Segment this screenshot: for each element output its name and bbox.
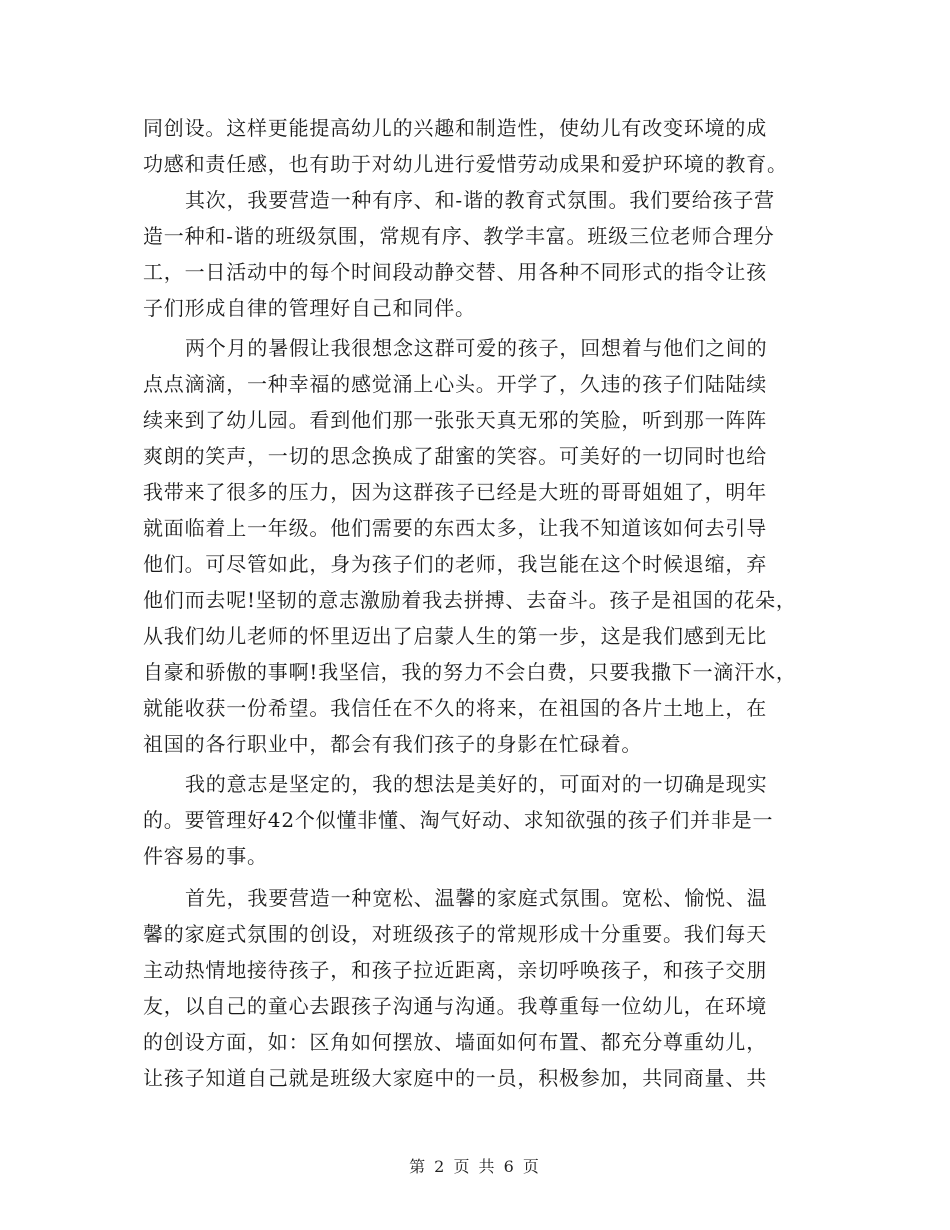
text-line: 就面临着上一年级。他们需要的东西太多，让我不知道该如何去引导 [143, 516, 767, 540]
text-line: 让孩子知道自己就是班级大家庭中的一员，积极参加，共同商量、共 [143, 1066, 767, 1090]
text-line: 件容易的事。 [143, 844, 268, 868]
paragraph-start-line: 其次，我要营造一种有序、和-谐的教育式氛围。我们要给孩子营 [185, 188, 775, 212]
text-line: 点点滴滴，一种幸福的感觉涌上心头。开学了，久违的孩子们陆陆续 [143, 372, 767, 396]
paragraph-start-line: 我的意志是坚定的，我的想法是美好的，可面对的一切确是现实 [185, 772, 768, 796]
page-footer: 第 2 页 共 6 页 [409, 1157, 541, 1176]
paragraph-start-line: 首先，我要营造一种宽松、温馨的家庭式氛围。宽松、愉悦、温 [185, 886, 768, 910]
text-line: 功感和责任感，也有助于对幼儿进行爱惜劳动成果和爱护环境的教育。 [143, 152, 788, 176]
paragraph-start-line: 两个月的暑假让我很想念这群可爱的孩子，回想着与他们之间的 [185, 336, 768, 360]
text-line: 工，一日活动中的每个时间段动静交替、用各种不同形式的指令让孩 [143, 260, 767, 284]
text-line: 我带来了很多的压力，因为这群孩子已经是大班的哥哥姐姐了，明年 [143, 480, 767, 504]
text-line: 就能收获一份希望。我信任在不久的将来，在祖国的各片土地上，在 [143, 696, 767, 720]
text-line: 的。要管理好42个似懂非懂、淘气好动、求知欲强的孩子们并非是一 [143, 808, 774, 832]
text-line: 他们。可尽管如此，身为孩子们的老师，我岂能在这个时候退缩，弃 [143, 552, 767, 576]
text-line: 爽朗的笑声，一切的思念换成了甜蜜的笑容。可美好的一切同时也给 [143, 444, 767, 468]
text-line: 主动热情地接待孩子，和孩子拉近距离，亲切呼唤孩子，和孩子交朋 [143, 958, 767, 982]
text-line: 自豪和骄傲的事啊!我坚信，我的努力不会白费，只要我撒下一滴汗水， [143, 660, 797, 684]
text-line: 友，以自己的童心去跟孩子沟通与沟通。我尊重每一位幼儿，在环境 [143, 994, 767, 1018]
text-line: 同创设。这样更能提高幼儿的兴趣和制造性，使幼儿有改变环境的成 [143, 116, 767, 140]
text-line: 的创设方面，如：区角如何摆放、墙面如何布置、都充分尊重幼儿， [143, 1030, 767, 1054]
text-line: 子们形成自律的管理好自己和同伴。 [143, 296, 476, 320]
text-line: 他们而去呢!坚韧的意志激励着我去拼搏、去奋斗。孩子是祖国的花朵， [143, 588, 797, 612]
text-line: 续来到了幼儿园。看到他们那一张张天真无邪的笑脸，听到那一阵阵 [143, 408, 767, 432]
text-line: 造一种和-谐的班级氛围，常规有序、教学丰富。班级三位老师合理分 [143, 224, 775, 248]
text-line: 从我们幼儿老师的怀里迈出了启蒙人生的第一步，这是我们感到无比 [143, 624, 767, 648]
text-line: 馨的家庭式氛围的创设，对班级孩子的常规形成十分重要。我们每天 [143, 922, 767, 946]
text-line: 祖国的各行职业中，都会有我们孩子的身影在忙碌着。 [143, 732, 643, 756]
